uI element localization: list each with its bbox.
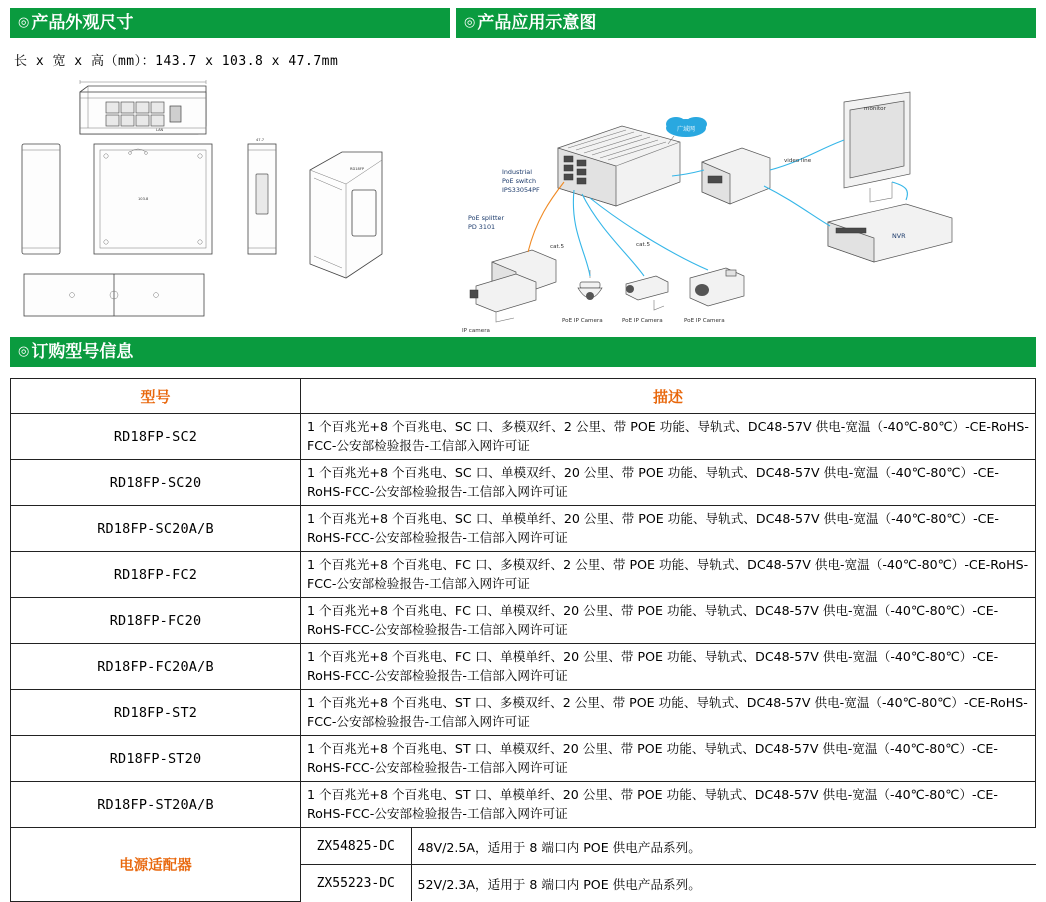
table-row [11, 460, 1036, 506]
cell-description: 1 个百兆光+8 个百兆电、ST 口、单模单纤、20 公里、带 POE 功能、导轨式、DC48-57V 供电-宽温（-40℃-80℃）-CE-RoHS-FCC-公安部检验报告-工信部入网许可证 [301, 782, 1036, 828]
mechanical-drawing-svg [10, 78, 450, 318]
section-title-order-info: 订购型号信息 [31, 342, 134, 362]
ip-camera-graphic [470, 274, 536, 322]
cell-adapter-wrapper [301, 828, 1036, 902]
splitter-label-line1: PoE splitter [468, 214, 505, 222]
mechanical-drawing-group [10, 78, 450, 318]
cloud-label: 广域网 [676, 126, 696, 133]
table-header-row [11, 379, 1036, 414]
section-title-application: 产品应用示意图 [477, 13, 597, 33]
table-row [11, 690, 1036, 736]
splitter-label-line2: PD 3101 [468, 223, 496, 231]
cell-description: 1 个百兆光+8 个百兆电、FC 口、单模单纤、20 公里、带 POE 功能、导轨式、DC48-57V 供电-宽温（-40℃-80℃）-CE-RoHS-FCC-公安部检验报告-工信部入网许可证 [301, 644, 1036, 690]
drawing-front-view [80, 80, 206, 134]
wan-cloud-icon [666, 117, 707, 137]
monitor-graphic [844, 92, 910, 202]
cell-description: 1 个百兆光+8 个百兆电、SC 口、多模双纤、2 公里、带 POE 功能、导轨式、DC48-57V 供电-宽温（-40℃-80℃）-CE-RoHS-FCC-公安部检验报告-工信部入网许可证 [301, 414, 1036, 460]
application-diagram-svg [440, 70, 1040, 334]
media-converter-graphic [702, 148, 770, 204]
cell-model: RD18FP-FC2 [11, 552, 301, 598]
poe-switch-graphic [558, 126, 680, 206]
cell-model: RD18FP-ST20 [11, 736, 301, 782]
camera-label-2: PoE IP Camera [622, 318, 663, 324]
table-row [11, 552, 1036, 598]
table-row [11, 506, 1036, 552]
table-row [11, 598, 1036, 644]
cell-model: RD18FP-SC2 [11, 414, 301, 460]
switch-label-line2: PoE switch [502, 177, 537, 185]
drawing-top-view [94, 144, 212, 254]
cell-description: 1 个百兆光+8 个百兆电、ST 口、多模双纤、2 公里、带 POE 功能、导轨式、DC48-57V 供电-宽温（-40℃-80℃）-CE-RoHS-FCC-公安部检验报告-工信部入网许可证 [301, 690, 1036, 736]
svg-text:47.7: 47.7 [256, 138, 265, 142]
cell-model: RD18FP-FC20 [11, 598, 301, 644]
cell-model: RD18FP-ST2 [11, 690, 301, 736]
table-row [11, 644, 1036, 690]
nvr-graphic [828, 204, 952, 262]
column-header-description: 描述 [301, 379, 1036, 414]
section-header-application [456, 8, 1036, 38]
bullet-icon: ◎ [464, 15, 476, 30]
order-info-table [10, 378, 1036, 902]
drawing-left-side-view [22, 144, 60, 254]
cell-model: RD18FP-SC20 [11, 460, 301, 506]
cat5-label-left: cat.5 [550, 244, 565, 250]
camera-label-3: PoE IP Camera [684, 318, 725, 324]
cell-model: RD18FP-SC20A/B [11, 506, 301, 552]
cell-adapter-description: 48V/2.5A，适用于 8 端口内 POE 供电产品系列。 [411, 828, 1036, 865]
cell-description: 1 个百兆光+8 个百兆电、ST 口、单模双纤、20 公里、带 POE 功能、导轨式、DC48-57V 供电-宽温（-40℃-80℃）-CE-RoHS-FCC-公安部检验报告-工信部入网许可证 [301, 736, 1036, 782]
cell-adapter-group-label: 电源适配器 [11, 828, 301, 902]
application-diagram [440, 70, 1040, 334]
ip-camera-label: IP camera [462, 328, 490, 334]
section-title-dimensions: 产品外观尺寸 [31, 13, 134, 33]
section-header-dimensions [10, 8, 450, 38]
table-row [11, 782, 1036, 828]
svg-text:RD18FP: RD18FP [350, 167, 365, 171]
bullet-icon: ◎ [18, 15, 30, 30]
cell-description: 1 个百兆光+8 个百兆电、SC 口、单模单纤、20 公里、带 POE 功能、导轨式、DC48-57V 供电-宽温（-40℃-80℃）-CE-RoHS-FCC-公安部检验报告-工信部入网许可证 [301, 506, 1036, 552]
cat5-label-right: cat.5 [636, 242, 651, 248]
section-header-order-info [10, 337, 1036, 367]
cell-model: RD18FP-ST20A/B [11, 782, 301, 828]
table-row-adapter [11, 828, 1036, 902]
svg-text:LAN: LAN [156, 128, 164, 132]
box-camera-graphic [690, 268, 744, 306]
dimension-text: 长 x 宽 x 高（mm）：143.7 x 103.8 x 47.7mm [14, 54, 339, 69]
switch-label-line1: Industrial [502, 168, 532, 176]
switch-label-line3: IPS33054PF [502, 186, 540, 194]
cell-description: 1 个百兆光+8 个百兆电、FC 口、多模双纤、2 公里、带 POE 功能、导轨式、DC48-57V 供电-宽温（-40℃-80℃）-CE-RoHS-FCC-公安部检验报告-工信部入网许可证 [301, 552, 1036, 598]
camera-label-1: PoE IP Camera [562, 318, 603, 324]
column-header-model: 型号 [11, 379, 301, 414]
drawing-bottom-view [24, 274, 204, 316]
cell-adapter-model: ZX54825-DC [301, 828, 411, 865]
svg-text:103.8: 103.8 [138, 197, 149, 201]
table-row [11, 414, 1036, 460]
drawing-isometric-view [310, 152, 382, 278]
video-line-label: video line [784, 158, 812, 164]
cell-description: 1 个百兆光+8 个百兆电、FC 口、单模双纤、20 公里、带 POE 功能、导轨式、DC48-57V 供电-宽温（-40℃-80℃）-CE-RoHS-FCC-公安部检验报告-工信部入网许可证 [301, 598, 1036, 644]
table-row [11, 736, 1036, 782]
nvr-label: NVR [892, 232, 906, 240]
bullet-icon: ◎ [18, 344, 30, 359]
cell-model: RD18FP-FC20A/B [11, 644, 301, 690]
cell-adapter-model: ZX55223-DC [301, 865, 411, 902]
drawing-rear-view [248, 138, 276, 254]
cell-adapter-description: 52V/2.3A，适用于 8 端口内 POE 供电产品系列。 [417, 876, 701, 892]
bullet-camera-graphic [626, 276, 668, 310]
monitor-label: monitor [864, 106, 886, 112]
cell-description: 1 个百兆光+8 个百兆电、SC 口、单模双纤、20 公里、带 POE 功能、导轨式、DC48-57V 供电-宽温（-40℃-80℃）-CE-RoHS-FCC-公安部检验报告-工信部入网许可证 [301, 460, 1036, 506]
